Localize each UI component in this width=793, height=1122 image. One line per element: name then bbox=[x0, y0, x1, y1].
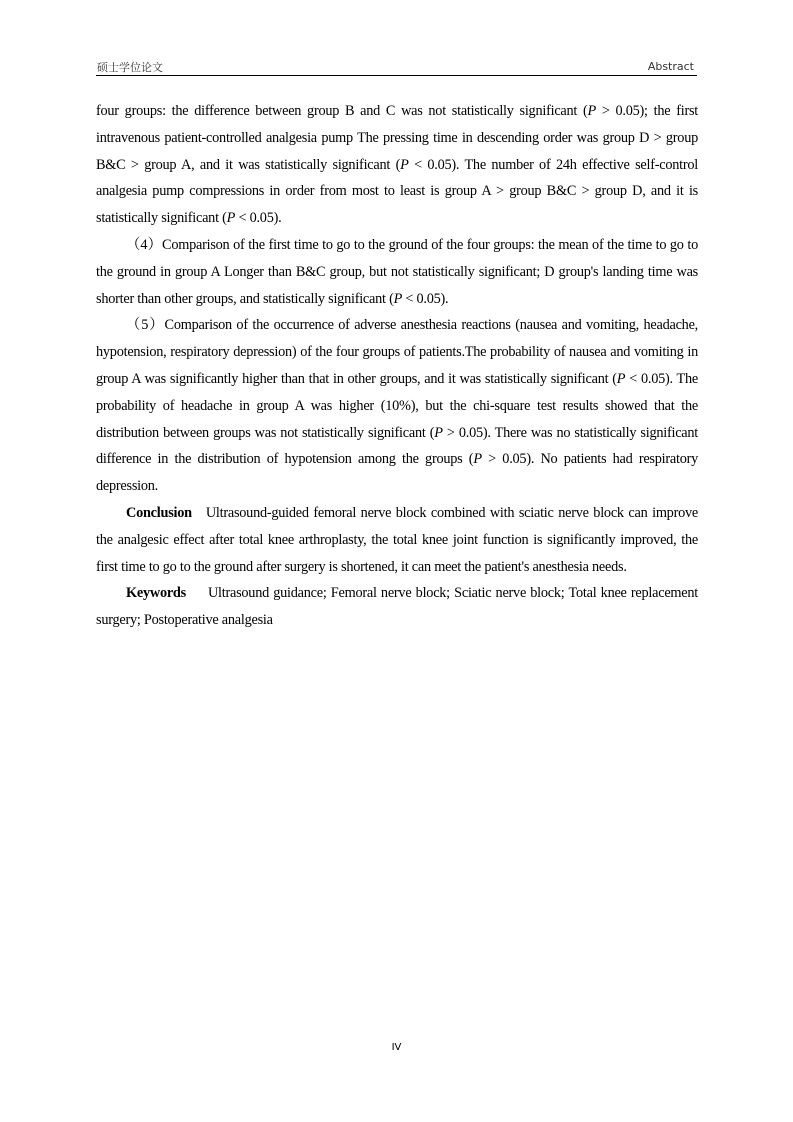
conclusion-label: Conclusion bbox=[126, 504, 192, 521]
paragraph-adverse-reactions: （5）Comparison of the occurrence of adverse anesthesia reactions (nausea and vomiting, headache, hypotension, respiratory depression) of the four groups of patients.The probability of nausea and vomiting in group A was significantly higher than that in other groups, and it was statistically significant (P < 0.05). The probability of headache in group A was higher (10%), but the chi-square test results showed that the distribution between groups was not statistically significant (P > 0.05). There was no statistically significant difference in the distribution of hypotension among the groups (P > 0.05). No patients had respiratory depression. bbox=[96, 317, 699, 495]
paragraph-keywords bbox=[96, 580, 698, 634]
conclusion-text: Ultrasound-guided femoral nerve block combined with sciatic nerve block can improve the analgesic effect after total knee arthroplasty, the total knee joint function is significantly improved, the first time to go to the ground after surgery is shortened, it can meet the patient's anesthesia needs. bbox=[96, 504, 698, 575]
paragraph-p-value-results: four groups: the difference between group B and C was not statistically significant (P > 0.05); the first intravenous patient-controlled analgesia pump The pressing time in descending order was group D > group B&C > group A, and it was statistically significant (P < 0.05). The number of 24h effective self-control analgesia pump compressions in order from most to least is group A > group B&C > group D, and it is statistically significant (P < 0.05). bbox=[96, 103, 698, 227]
page-header bbox=[96, 57, 697, 76]
header-thesis-title: 硕士学位论文 bbox=[97, 61, 163, 74]
keywords-text: Ultrasound guidance; Femoral nerve block; Sciatic nerve block; Total knee replacement surgery; Postoperative analgesia bbox=[96, 585, 698, 629]
paragraph-conclusion bbox=[96, 500, 698, 580]
header-section-title: Abstract bbox=[647, 60, 694, 73]
paragraph-ground-time: （4）Comparison of the first time to go to the ground of the four groups: the mean of the time to go to the ground in group A Longer than B&C group, but not statistically significant; D group's landing time was shorter than other groups, and statistically significant (P < 0.05). bbox=[96, 236, 698, 307]
keywords-label: Keywords bbox=[126, 585, 186, 602]
page-number: IV bbox=[391, 1042, 402, 1053]
abstract-body bbox=[96, 98, 698, 634]
